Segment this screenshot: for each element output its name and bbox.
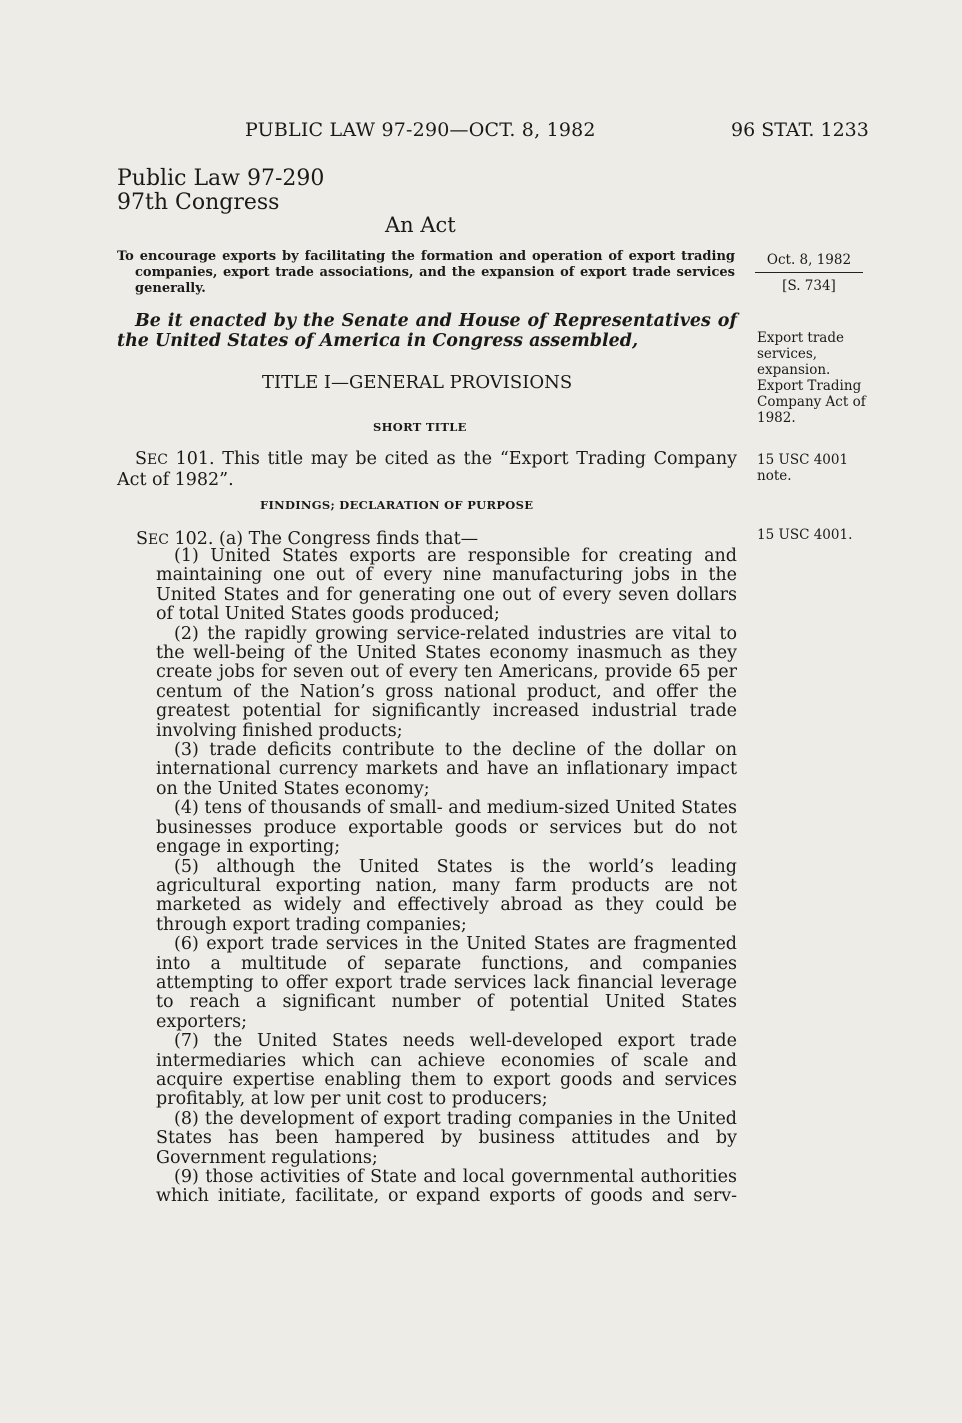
- section-label: S: [136, 529, 148, 549]
- section-label: S: [135, 449, 147, 469]
- enacting-clause: Be it enacted by the Senate and House of Representatives of the United States of America in Congress assembled,: [117, 311, 737, 351]
- margin-line: 15 USC 4001: [757, 452, 849, 468]
- enactment-date: Oct. 8, 1982: [766, 252, 852, 268]
- margin-note-usc: 15 USC 4001.: [757, 527, 853, 543]
- finding-paragraph: (2) the rapidly growing service-related industries are vital to the well-being of the United States economy inasmuch as they create jobs for seven out of every ten Americans, provide 65 per centum of the Nation’s gross national product, and offer the greatest potential for significantly increased industrial trade involving finished products;: [156, 623, 737, 741]
- finding-paragraph: (5) although the United States is the world’s leading agricultural exporting nation, many farm products are not marketed as widely and effectively abroad as they could be through export trading companies;: [156, 856, 737, 935]
- finding-paragraph: (7) the United States needs well-developed export trade intermediaries which can achieve economies of scale and acquire expertise enabling them to export goods and services profitably, at low per unit cost to producers;: [156, 1031, 737, 1110]
- margin-line: expansion.: [757, 362, 831, 378]
- bill-number: [S. 734]: [782, 278, 836, 294]
- finding-paragraph: (6) export trade services in the United States are fragmented into a multitude of separate functions, and companies attempting to offer export trade services lack financial leverage to reach a significant number of potential United States exporters;: [156, 934, 737, 1032]
- public-law-title: [117, 167, 324, 215]
- section-101: [117, 450, 737, 490]
- margin-note-export-trade: [757, 330, 866, 426]
- public-law-number: Public Law 97-290: [117, 166, 325, 191]
- running-header-left: PUBLIC LAW 97-290—OCT. 8, 1982: [245, 119, 596, 141]
- finding-paragraph: (9) those activities of State and local governmental authorities which initiate, facilitate, or expand exports of goods and serv-: [156, 1167, 737, 1207]
- an-act-heading: An Act: [385, 213, 456, 237]
- findings-heading: FINDINGS; DECLARATION OF PURPOSE: [260, 498, 534, 512]
- finding-paragraph: (8) the development of export trading companies in the United States has been hampered by business attitudes and by Government regulations;: [156, 1108, 737, 1168]
- short-title-heading: SHORT TITLE: [373, 420, 467, 434]
- section-101-text: 101. This title may be cited as the “Export Trading Company Act of 1982”.: [117, 449, 737, 490]
- margin-note-date: [755, 250, 863, 296]
- section-label-smallcaps: EC: [147, 452, 168, 468]
- margin-line: services,: [757, 346, 818, 362]
- margin-line: note.: [757, 468, 792, 484]
- section-102-text: 102. (a) The Congress finds that—: [168, 529, 479, 549]
- section-label-smallcaps: EC: [148, 532, 169, 548]
- margin-line: 1982.: [757, 410, 796, 426]
- margin-rule: [755, 272, 863, 273]
- margin-line: Company Act of: [757, 394, 866, 410]
- margin-note-usc-note: [757, 452, 848, 484]
- congress-number: 97th Congress: [117, 190, 280, 215]
- finding-paragraph: (1) United States exports are responsible for creating and maintaining one out of every nine manufacturing jobs in the United States and for generating one out of every seven dollars of total United States goods produced;: [156, 546, 737, 625]
- running-header-right: 96 STAT. 1233: [731, 119, 869, 141]
- finding-paragraph: (3) trade deficits contribute to the decline of the dollar on international currency markets and have an inflationary impact on the United States economy;: [156, 740, 737, 799]
- margin-line: Export Trading: [757, 378, 862, 394]
- margin-line: Export trade: [757, 330, 844, 346]
- findings-list: [156, 547, 737, 1207]
- purpose-statement: To encourage exports by facilitating the formation and operation of export trading companies, export trade associations, and the expansion of export trade services generally.: [117, 249, 735, 296]
- finding-paragraph: (4) tens of thousands of small- and medium-sized United States businesses produce exportable goods or services but do not engage in exporting;: [156, 798, 737, 858]
- title-heading: TITLE I—GENERAL PROVISIONS: [262, 372, 573, 393]
